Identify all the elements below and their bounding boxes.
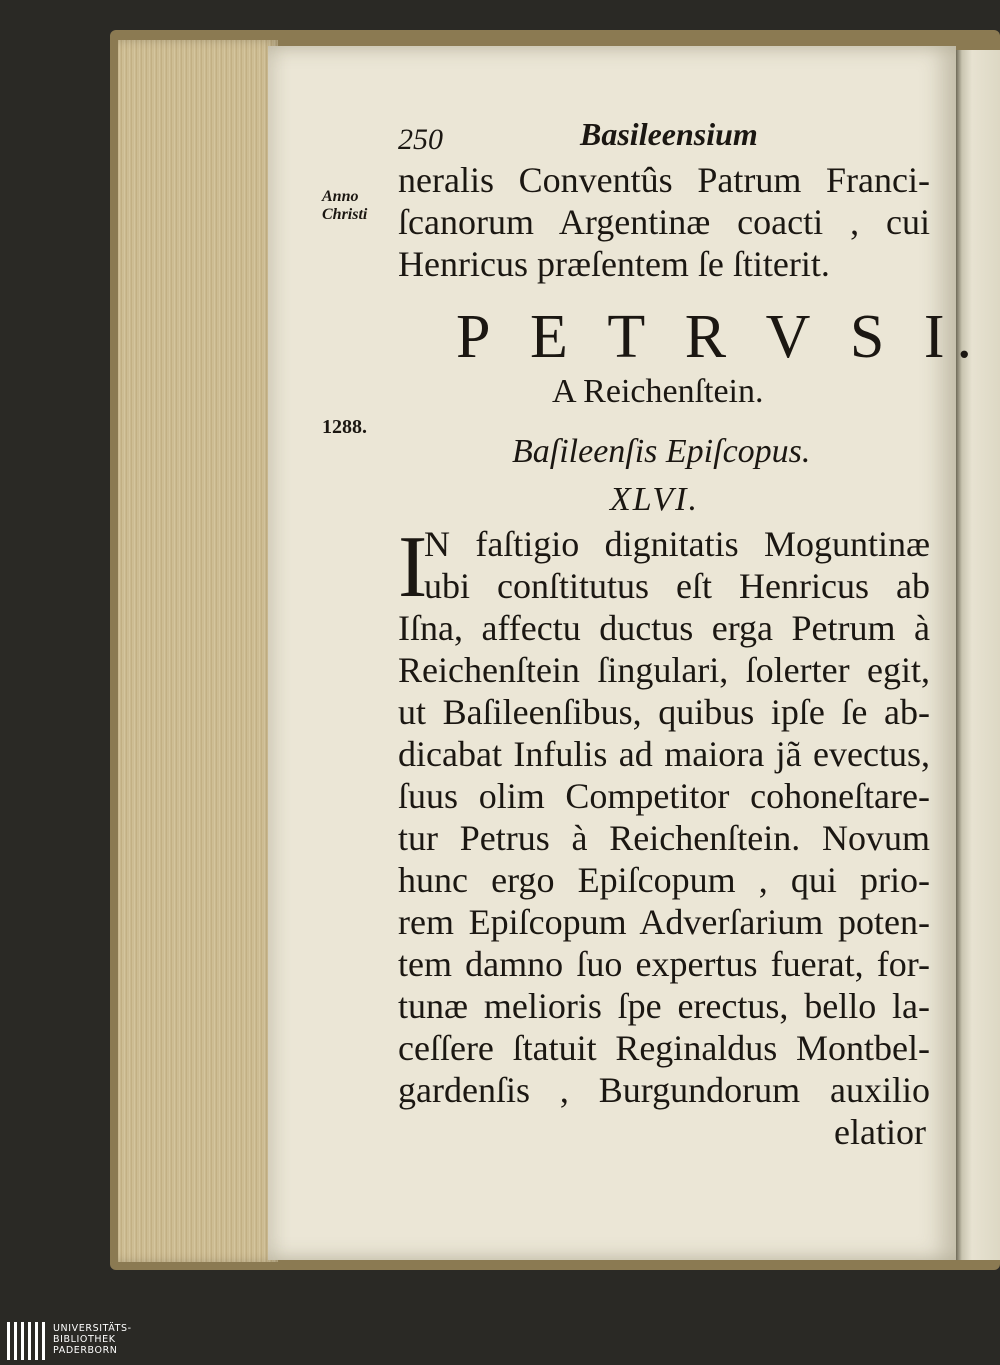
library-logo-icon [6,1320,46,1362]
logo-line: UNIVERSITÄTS- [53,1323,132,1334]
body-line: ubi conſtitutus eſt Henricus ab [424,566,930,606]
subtitle-office: Baſileenſis Epiſcopus. [512,433,811,470]
title-letter: S [849,303,897,371]
library-logo [0,1310,160,1365]
body-line: tunæ melioris ſpe erectus, bello la- [398,986,930,1026]
title-letter: T [607,303,658,371]
title-letter: I. [923,303,985,371]
drop-cap: I [398,519,428,616]
body-line: rem Epiſcopum Adverſarium poten- [398,902,930,942]
title-letter: V [765,303,823,371]
running-head: Basileensium [580,116,758,152]
intro-line: neralis Conventûs Patrum Franci- [398,160,930,200]
body-line: ut Baſileenſibus, quibus ipſe ſe ab- [398,692,930,732]
logo-line: PADERBORN [53,1345,118,1356]
body-line: ſuus olim Competitor cohoneſtare- [398,776,930,816]
logo-line: BIBLIOTHEK [53,1334,116,1345]
facing-page-edge [956,50,1000,1260]
title-letter: E [529,303,580,371]
page-edges [118,40,278,1262]
intro-line: Henricus præſentem ſe ſtiterit. [398,244,830,284]
catchword: elatior [834,1112,926,1152]
body-line: Iſna, affectu ductus erga Petrum à [398,608,930,648]
subtitle-name: A Reichenſtein. [552,373,764,410]
body-line: tur Petrus à Reichenſtein. Novum [398,818,930,858]
body-line: Reichenſtein ſingulari, ſolerter egit, [398,650,930,690]
body-line: tem damno ſuo expertus fuerat, for- [398,944,930,984]
margin-note-anno: Anno [322,188,359,205]
intro-line: ſcanorum Argentinæ coacti , cui [398,202,930,242]
title-letter: R [684,303,739,371]
page-number: 250 [398,123,443,156]
body-line: hunc ergo Epiſcopum , qui prio- [398,860,930,900]
title-letter: P [456,303,503,371]
margin-note-christi: Christi [322,206,368,223]
margin-year: 1288. [322,416,367,438]
body-line: dicabat Infulis ad maiora jã evectus, [398,734,930,774]
subtitle-number: XLVI. [610,481,700,518]
body-line: ceſſere ſtatuit Reginaldus Montbel- [398,1028,930,1068]
chapter-title [456,302,985,372]
library-logo-text [53,1323,132,1356]
body-line: N faſtigio dignitatis Moguntinæ [424,524,930,564]
body-line: gardenſis , Burgundorum auxilio [398,1070,930,1110]
